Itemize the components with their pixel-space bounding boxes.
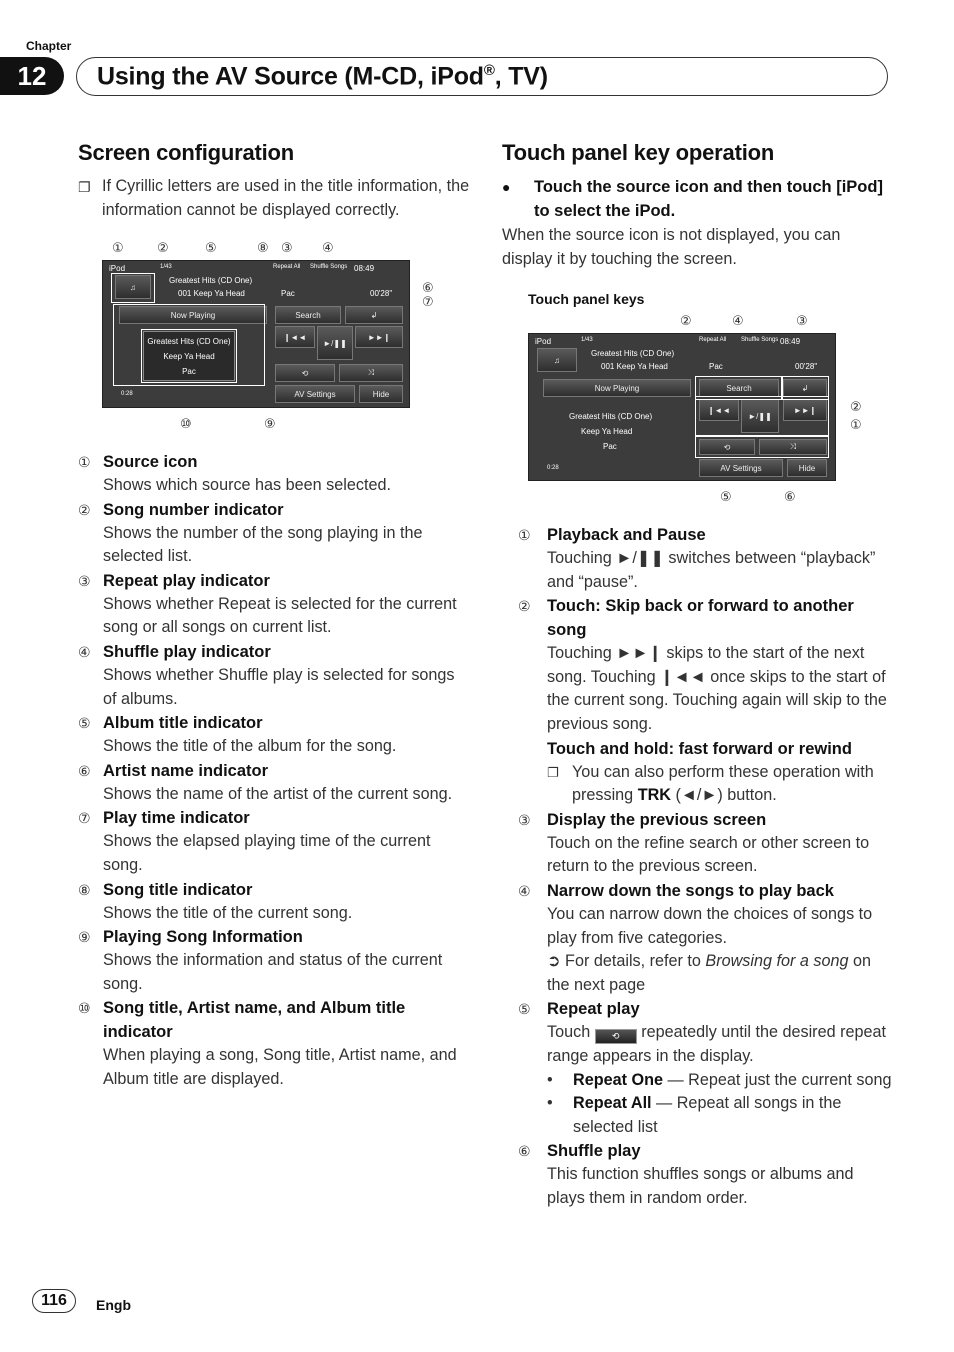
screen-progress-time: 0:28 [547,465,559,471]
screen-artist: Pac [281,289,295,298]
item-title: Touch: Skip back or forward to another song [547,597,854,640]
callout-4: ④ [732,313,744,328]
callout-4: ④ [322,240,334,255]
item-number: ⑥ [518,1143,531,1160]
av-settings-button[interactable]: AV Settings [699,459,783,477]
section-heading-touch-panel: Touch panel key operation [502,140,775,165]
option-desc: — Repeat all songs in the selected list [573,1094,842,1136]
sub-note-text: (◄/►) button. [670,786,777,805]
figure-top-callouts [528,313,838,333]
callout-8: ⑧ [257,240,269,255]
screen-album: Greatest Hits (CD One) [169,276,253,285]
right-column [502,140,892,1210]
skip-back-button[interactable]: ❙◄◄ [699,399,739,421]
screen-artist: Pac [709,362,723,371]
item-desc: Touching ►►❙ skips to the start of the next song. Touching ❙◄◄ once skips to the start of the current song. Touching again will skip to the previous song. [547,644,887,733]
screen-config-list [78,450,470,1092]
screen-hide: Hide [359,385,403,403]
item-desc: Shows the name of the artist of the current song. [103,784,453,803]
callout-7: ⑦ [422,294,434,309]
play-pause-button[interactable]: ►/❚❚ [741,399,779,433]
option-desc: — Repeat just the current song [662,1070,892,1089]
callout-5: ⑤ [205,240,217,255]
item-title: Source icon [103,453,198,471]
title-end: , TV) [494,62,548,91]
section-heading-screen-configuration: Screen configuration [78,140,295,165]
ipod-screen-image [102,260,410,408]
item-number: ⑤ [78,715,91,732]
desc-text: Touch [547,1023,595,1042]
list-item [78,640,470,711]
screen-info-line: Greatest Hits (CD One) [147,336,231,346]
item-number: ③ [518,811,531,828]
list-item [518,879,892,997]
item-desc: This function shuffles songs or albums and plays them in random order. [547,1165,854,1207]
item-number: ⑥ [78,762,91,779]
screen-shuffle-icon: ⤨ [339,364,403,382]
screen-source-label: iPod [109,264,126,273]
screen-source-icon: ♫ [115,275,151,299]
screen-info-line: Greatest Hits (CD One) [569,412,653,421]
screen-song: 001 Keep Ya Head [601,362,668,371]
item-title: Shuffle play [547,1142,641,1161]
screen-repeat: Repeat All [699,337,727,343]
item-number: ⑨ [78,929,91,946]
screen-shuffle: Shuffle Songs [310,264,348,270]
item-number: ① [78,454,91,470]
item-desc: Shows the elapsed playing time of the current song. [103,832,431,874]
item-desc: Touch on the refine search or other screen to return to the previous screen. [547,833,870,876]
screen-info-line: Pac [603,442,617,451]
screen-source-label: iPod [535,337,552,346]
item-number: ④ [518,882,531,899]
list-item [78,996,470,1091]
item-title: Album title indicator [103,714,263,733]
language-code: Engb [96,1297,131,1313]
cyrillic-note [78,174,470,222]
screen-shuffle: Shuffle Songs [741,337,779,343]
figure-bottom-callouts [102,416,412,436]
screen-repeat: Repeat All [273,264,301,270]
screen-configuration-figure [102,240,434,436]
item-desc: Touching ►/❚❚ switches between “playback” and “pause”. [547,549,876,591]
list-item [518,997,892,1139]
title-main: Using the AV Source (M-CD, iPod [97,62,484,91]
option-name: Repeat One [573,1070,663,1089]
callout-2: ② [680,313,692,328]
screen-info-line: Keep Ya Head [581,427,633,436]
list-item [78,711,470,759]
callout-2: ② [850,399,862,414]
list-item [518,1139,892,1210]
item-title: Shuffle play indicator [103,642,271,661]
highlight-source-icon [111,273,155,303]
back-button[interactable]: ↲ [783,379,827,397]
item-number: ② [78,501,91,518]
item-desc: You can narrow down the choices of songs to play from five categories. [547,904,873,947]
figure-side-callouts [850,399,870,439]
item-title: Playback and Pause [547,526,706,544]
shuffle-button[interactable]: ⤨ [759,439,827,455]
screen-next-icon: ►►❙ [355,326,403,348]
screen-time: 00'28" [795,362,818,371]
option-name: Repeat All [573,1094,652,1113]
search-button[interactable]: Search [699,379,779,397]
item-number: ① [518,527,531,543]
skip-forward-button[interactable]: ►►❙ [783,399,827,421]
instruction-bullet [502,176,892,223]
instruction-text: Touch the source icon and then touch [iPod] to select the iPod. [534,178,883,220]
callout-5: ⑤ [720,489,732,504]
item-title: Song title indicator [103,880,253,899]
item-reference [518,950,892,997]
item-desc [518,1021,892,1068]
list-item [78,878,470,926]
screen-album: Greatest Hits (CD One) [591,349,675,358]
left-column [78,140,470,1092]
item-title: Playing Song Information [103,928,303,947]
list-item [518,808,892,879]
callout-9: ⑨ [264,416,276,431]
screen-now-playing: Now Playing [119,306,267,324]
item-title: Artist name indicator [103,761,269,780]
repeat-key-icon: ⟲ [595,1029,637,1044]
callout-2: ② [157,240,169,255]
screen-play-pause-icon: ►/❚❚ [317,326,353,360]
note-text: If Cyrillic letters are used in the title information, the information cannot be displayed correctly. [102,177,470,219]
item-title: Song title, Artist name, and Album title indicator [103,999,406,1042]
item-sub-head: Touch and hold: fast forward or rewind [547,739,852,758]
item-sub-note [518,761,892,808]
desc-text: repeatedly until the desired repeat range appears in the display. [547,1023,886,1065]
item-number: ② [518,598,531,615]
item-desc: Shows whether Shuffle play is selected for songs of albums. [103,665,455,708]
repeat-option [518,1069,892,1093]
bullet-dot: ● [502,179,511,195]
instruction-desc: When the source icon is not displayed, you can display it by touching the screen. [502,226,841,268]
callout-3: ③ [281,240,293,255]
item-desc: Shows which source has been selected. [103,476,391,494]
item-number: ⑩ [78,1000,91,1017]
ref-text: ➲ For details, refer to [547,952,706,971]
callout-3: ③ [796,313,808,328]
list-item [518,523,892,594]
ipod-touch-panel-image [528,333,836,481]
highlight-title-box [141,329,237,383]
touch-key-list [518,523,892,1210]
touch-panel-figure [528,313,862,509]
page-title [76,57,888,96]
list-item [78,806,470,877]
ref-text: on the next page [547,952,871,994]
trk-label: TRK [637,786,671,805]
item-title: Repeat play [547,1000,640,1019]
note-box-icon: ❐ [547,764,559,780]
item-desc: Shows the information and status of the current song. [103,951,443,993]
list-item [78,450,470,498]
screen-song-number: 1/43 [581,337,593,343]
bullet-dot: • [547,1094,553,1113]
item-desc: Shows the number of the song playing in the selected list. [103,523,423,566]
figure-side-callouts [422,280,442,320]
callout-6: ⑥ [784,489,796,504]
item-number: ⑧ [78,881,91,898]
callout-10: ⑩ [180,416,192,431]
list-item [78,759,470,807]
bullet-dot: • [547,1070,553,1089]
callout-6: ⑥ [422,280,434,295]
list-item [78,498,470,569]
ref-link-title: Browsing for a song [705,952,849,971]
chapter-label: Chapter [26,39,72,53]
item-title: Song number indicator [103,500,284,519]
screen-song: 001 Keep Ya Head [178,289,245,298]
page-number: 116 [32,1289,76,1313]
item-number: ③ [78,572,91,589]
title-registered: ® [483,61,495,79]
screen-clock: 08:49 [354,264,375,273]
repeat-button[interactable]: ⟲ [699,439,755,455]
screen-repeat-icon: ⟲ [275,364,335,382]
item-desc: When playing a song, Song title, Artist name, and Album title are displayed. [103,1046,457,1088]
screen-back-icon: ↲ [345,306,403,324]
item-number: ⑦ [78,810,91,827]
figure-label: Touch panel keys [528,291,645,307]
screen-prev-icon: ❙◄◄ [275,326,315,348]
chapter-number: 12 [0,57,64,95]
item-desc: Shows the title of the album for the song. [103,737,397,756]
highlight-repeat-shuffle [695,436,829,458]
screen-search: Search [275,306,341,324]
screen-progress-time: 0:28 [121,391,133,397]
screen-source-icon: ♫ [537,348,577,372]
screen-song-number: 1/43 [160,264,172,270]
figure-bottom-callouts [528,489,838,509]
list-item [78,569,470,640]
sub-note-text: You can also perform these operation with pressing [572,762,874,805]
screen-info-line: Pac [182,366,196,376]
item-title: Narrow down the songs to play back [547,881,834,900]
figure-top-callouts [102,240,412,260]
note-box-icon: ❐ [78,179,91,195]
item-number: ④ [78,643,91,660]
screen-clock: 08:49 [780,337,801,346]
screen-av-settings: AV Settings [275,385,355,403]
repeat-option [518,1092,892,1139]
screen-time: 00'28" [370,289,393,298]
hide-button[interactable]: Hide [787,459,827,477]
screen-now-playing: Now Playing [543,379,691,397]
item-desc: Shows the title of the current song. [103,903,353,922]
item-title: Repeat play indicator [103,571,270,590]
screen-info-line: Keep Ya Head [163,351,215,361]
list-item [518,594,892,808]
item-number: ⑤ [518,1001,531,1018]
item-desc: Shows whether Repeat is selected for the current song or all songs on current list. [103,594,457,637]
highlight-transport [695,396,829,436]
callout-1: ① [112,240,124,255]
item-title: Play time indicator [103,809,250,828]
item-title: Display the previous screen [547,810,767,829]
list-item [78,925,470,996]
callout-1: ① [850,417,862,432]
